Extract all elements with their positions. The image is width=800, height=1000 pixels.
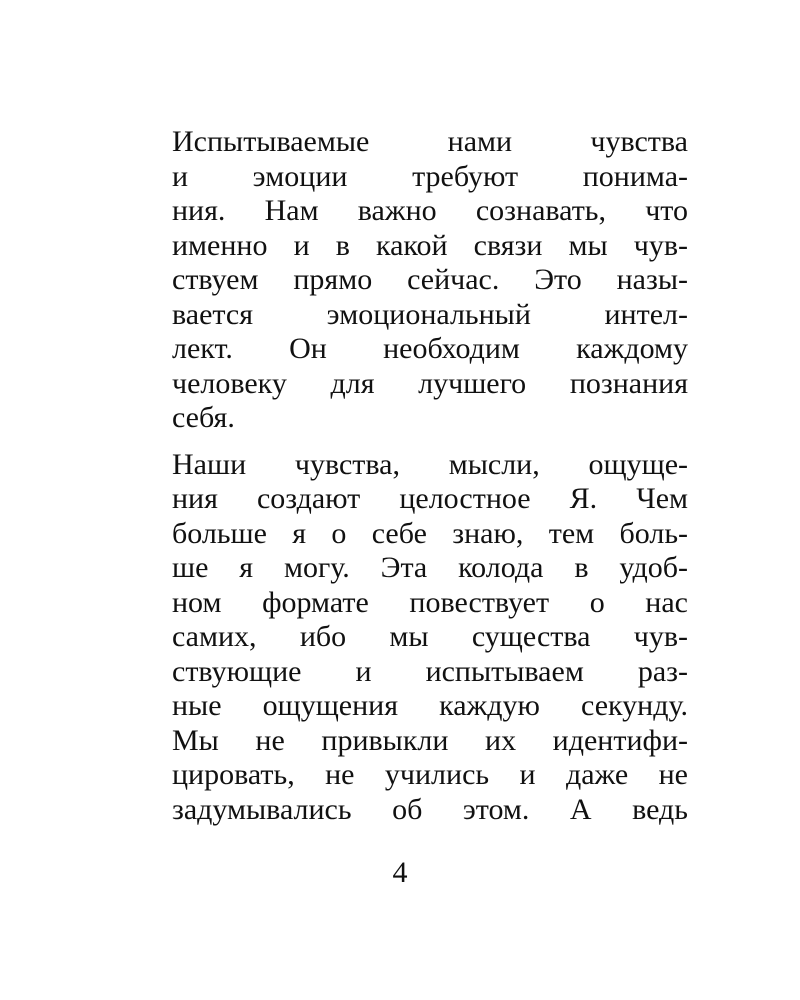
paragraph-1 (172, 125, 688, 436)
text-line: больше я о себе знаю, тем боль- (172, 516, 688, 550)
text-line: ния. Нам важно сознавать, что (172, 194, 688, 227)
text-line: самих, ибо мы существа чув- (172, 620, 688, 653)
text-line: цировать, не учились и даже не (172, 758, 688, 791)
text-line: вается эмоциональный интел- (172, 297, 688, 331)
text-line: человеку для лучшего познания (172, 366, 688, 400)
text-line: себя. (172, 401, 235, 434)
text-line: Испытываемые нами чувства (172, 125, 688, 158)
text-line: ствующие и испытываем раз- (172, 654, 688, 688)
text-line: именно и в какой связи мы чув- (172, 228, 688, 262)
text-line: задумывались об этом. А ведь (172, 792, 688, 826)
text-line: и эмоции требуют понима- (172, 159, 688, 193)
text-line: ном формате повествует о нас (172, 585, 688, 619)
text-line: Наши чувства, мысли, ощуще- (172, 447, 688, 481)
text-line: лект. Он необходим каждому (172, 332, 688, 365)
body-text (172, 125, 688, 827)
page-number: 4 (392, 856, 408, 889)
text-line: ствуем прямо сейчас. Это назы- (172, 263, 688, 296)
paragraph-2 (172, 448, 688, 828)
text-line: ше я могу. Эта колода в удоб- (172, 551, 688, 584)
text-line: ния создают целостное Я. Чем (172, 482, 688, 515)
text-line: Мы не привыкли их идентифи- (172, 723, 688, 757)
text-line: ные ощущения каждую секунду. (172, 689, 688, 722)
